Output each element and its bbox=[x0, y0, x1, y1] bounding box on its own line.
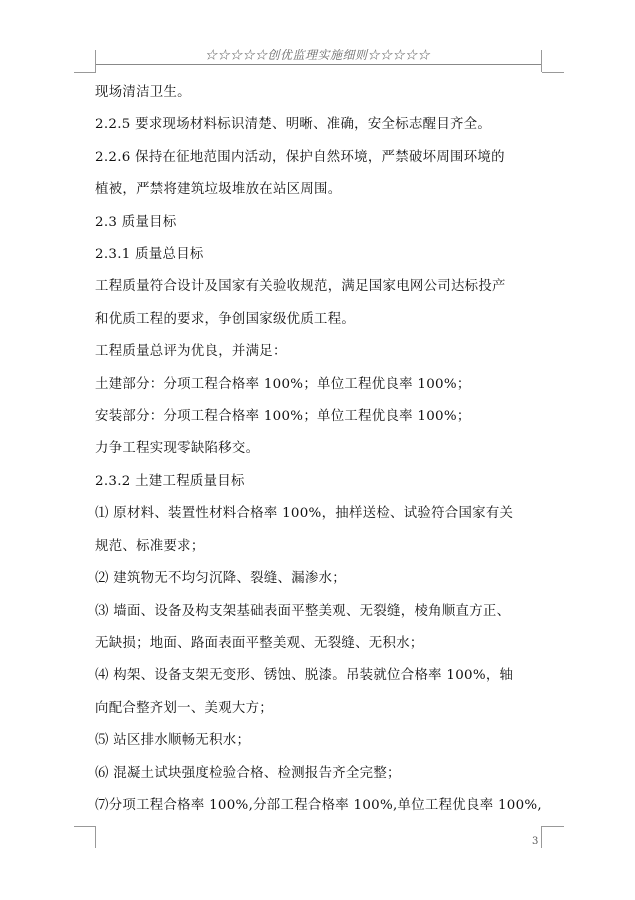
running-header: ☆☆☆☆☆创优监理实施细则☆☆☆☆☆ bbox=[204, 48, 430, 62]
crop-mark-bottom-right-h bbox=[542, 826, 564, 827]
page-number: 3 bbox=[532, 836, 539, 847]
text-line: 无缺损；地面、路面表面平整美观、无裂缝、无积水； bbox=[95, 635, 424, 651]
text-line: 工程质量符合设计及国家有关验收规范，满足国家电网公司达标投产 bbox=[95, 279, 506, 295]
crop-mark-top-right-v bbox=[541, 50, 542, 72]
header-rule bbox=[96, 64, 542, 65]
crop-mark-bottom-left-h bbox=[74, 826, 96, 827]
crop-mark-bottom-left-v bbox=[95, 826, 96, 848]
text-line: 力争工程实现零缺陷移交。 bbox=[95, 441, 260, 457]
list-item: ⑸ 站区排水顺畅无积水； bbox=[95, 733, 251, 749]
list-item: ⑶ 墙面、设备及构支架基础表面平整美观、无裂缝，棱角顺直方正、 bbox=[95, 603, 511, 619]
text-line: 工程质量总评为优良，并满足： bbox=[95, 344, 287, 360]
crop-mark-top-left-v bbox=[95, 50, 96, 72]
text-line: 植被，严禁将建筑垃圾堆放在站区周围。 bbox=[95, 182, 342, 198]
section-heading: 2.3 质量目标 bbox=[95, 214, 177, 230]
crop-mark-top-left-h bbox=[74, 72, 96, 73]
text-line: 向配合整齐划一、美观大方； bbox=[95, 700, 273, 716]
text-line: 和优质工程的要求，争创国家级优质工程。 bbox=[95, 311, 356, 327]
text-line: 规范、标准要求； bbox=[95, 538, 205, 554]
list-item: ⑷ 构架、设备支架无变形、锈蚀、脱漆。吊装就位合格率 100%，轴 bbox=[95, 668, 514, 684]
text-line: 2.2.5 要求现场材料标识清楚、明晰、准确，安全标志醒目齐全。 bbox=[95, 117, 492, 133]
text-line: 现场清洁卫生。 bbox=[95, 85, 191, 100]
list-item: ⑵ 建筑物无不均匀沉降、裂缝、漏渗水； bbox=[95, 571, 346, 587]
crop-mark-bottom-right-v bbox=[541, 826, 542, 848]
list-item: ⑹ 混凝土试块强度检验合格、检测报告齐全完整； bbox=[95, 765, 401, 781]
text-line: 安装部分：分项工程合格率 100%；单位工程优良率 100%； bbox=[95, 409, 471, 425]
list-item: ⑺分项工程合格率 100%,分部工程合格率 100%,单位工程优良率 100%, bbox=[95, 797, 542, 813]
document-body bbox=[95, 77, 542, 822]
subsection-heading: 2.3.2 土建工程质量目标 bbox=[95, 473, 245, 489]
text-line: 2.2.6 保持在征地范围内活动，保护自然环境，严禁破坏周围环境的 bbox=[95, 149, 505, 165]
text-line: 土建部分：分项工程合格率 100%；单位工程优良率 100%； bbox=[95, 376, 471, 392]
subsection-heading: 2.3.1 质量总目标 bbox=[95, 247, 204, 263]
crop-mark-top-right-h bbox=[542, 72, 564, 73]
list-item: ⑴ 原材料、装置性材料合格率 100%，抽样送检、试验符合国家有关 bbox=[95, 506, 514, 522]
